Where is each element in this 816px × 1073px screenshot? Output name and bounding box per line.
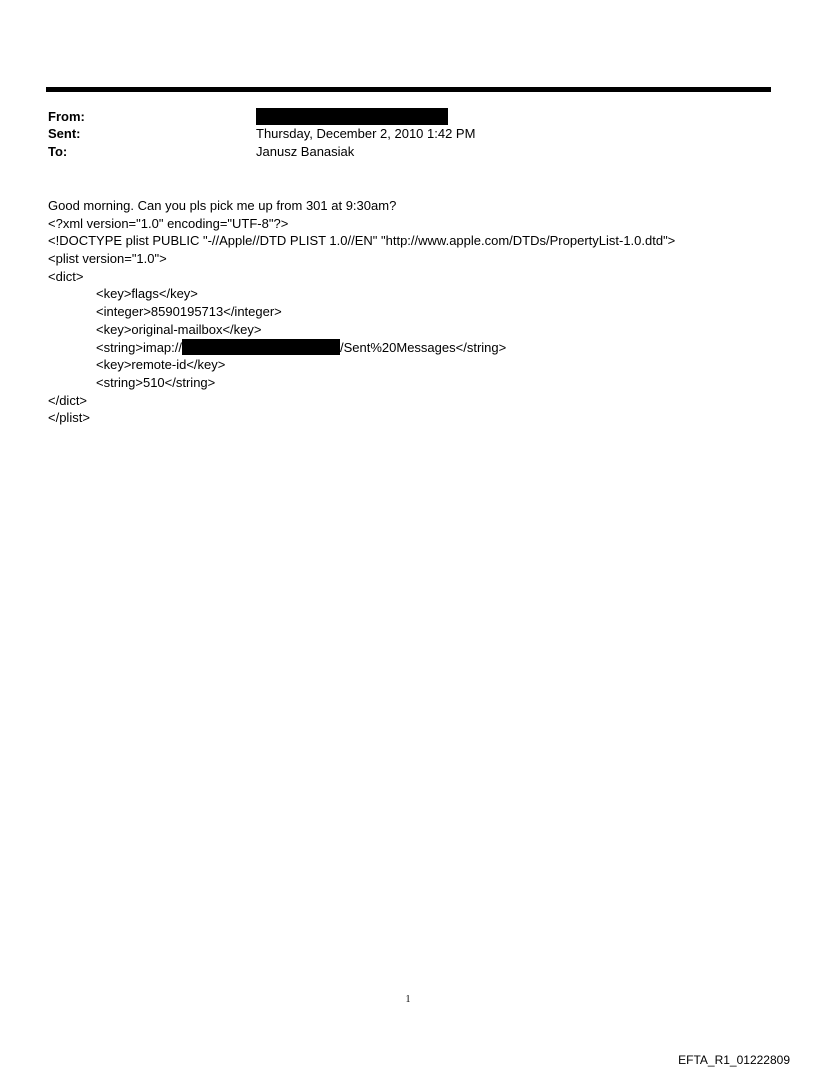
sent-label: Sent: [48,126,81,141]
key-flags-line: <key>flags</key> [96,286,198,302]
from-label: From: [48,109,85,124]
page-number: 1 [405,994,411,1005]
string-imap-line [48,339,768,357]
sent-value: Thursday, December 2, 2010 1:42 PM [256,126,476,141]
xml-declaration-line: <?xml version="1.0" encoding="UTF-8"?> [48,215,289,231]
from-redaction [256,108,448,125]
message-body [48,197,768,427]
plist-open-line: <plist version="1.0"> [48,251,167,267]
to-label: To: [48,144,68,159]
header-rule [46,87,771,92]
doctype-line: <!DOCTYPE plist PUBLIC "-//Apple//DTD PLIST 1.0//EN" "http://www.apple.com/DTDs/PropertyList-1.0.dtd"> [48,233,676,249]
to-value: Janusz Banasiak [256,144,355,159]
key-remote-id-line: <key>remote-id</key> [96,357,226,373]
dict-open-line: <dict> [48,268,84,284]
string-remote-id-line: <string>510</string> [96,374,216,390]
greeting-line: Good morning. Can you pls pick me up from 301 at 9:30am? [48,198,397,213]
integer-flags-line: <integer>8590195713</integer> [96,304,282,320]
string-imap-prefix: <string>imap:// [96,339,182,355]
dict-close-line: </dict> [48,392,88,408]
plist-close-line: </plist> [48,410,90,426]
string-imap-suffix: /Sent%20Messages</string> [340,339,507,355]
key-mailbox-line: <key>original-mailbox</key> [96,321,262,337]
bates-number: EFTA_R1_01222809 [678,1053,790,1067]
mailbox-redaction [182,339,340,355]
